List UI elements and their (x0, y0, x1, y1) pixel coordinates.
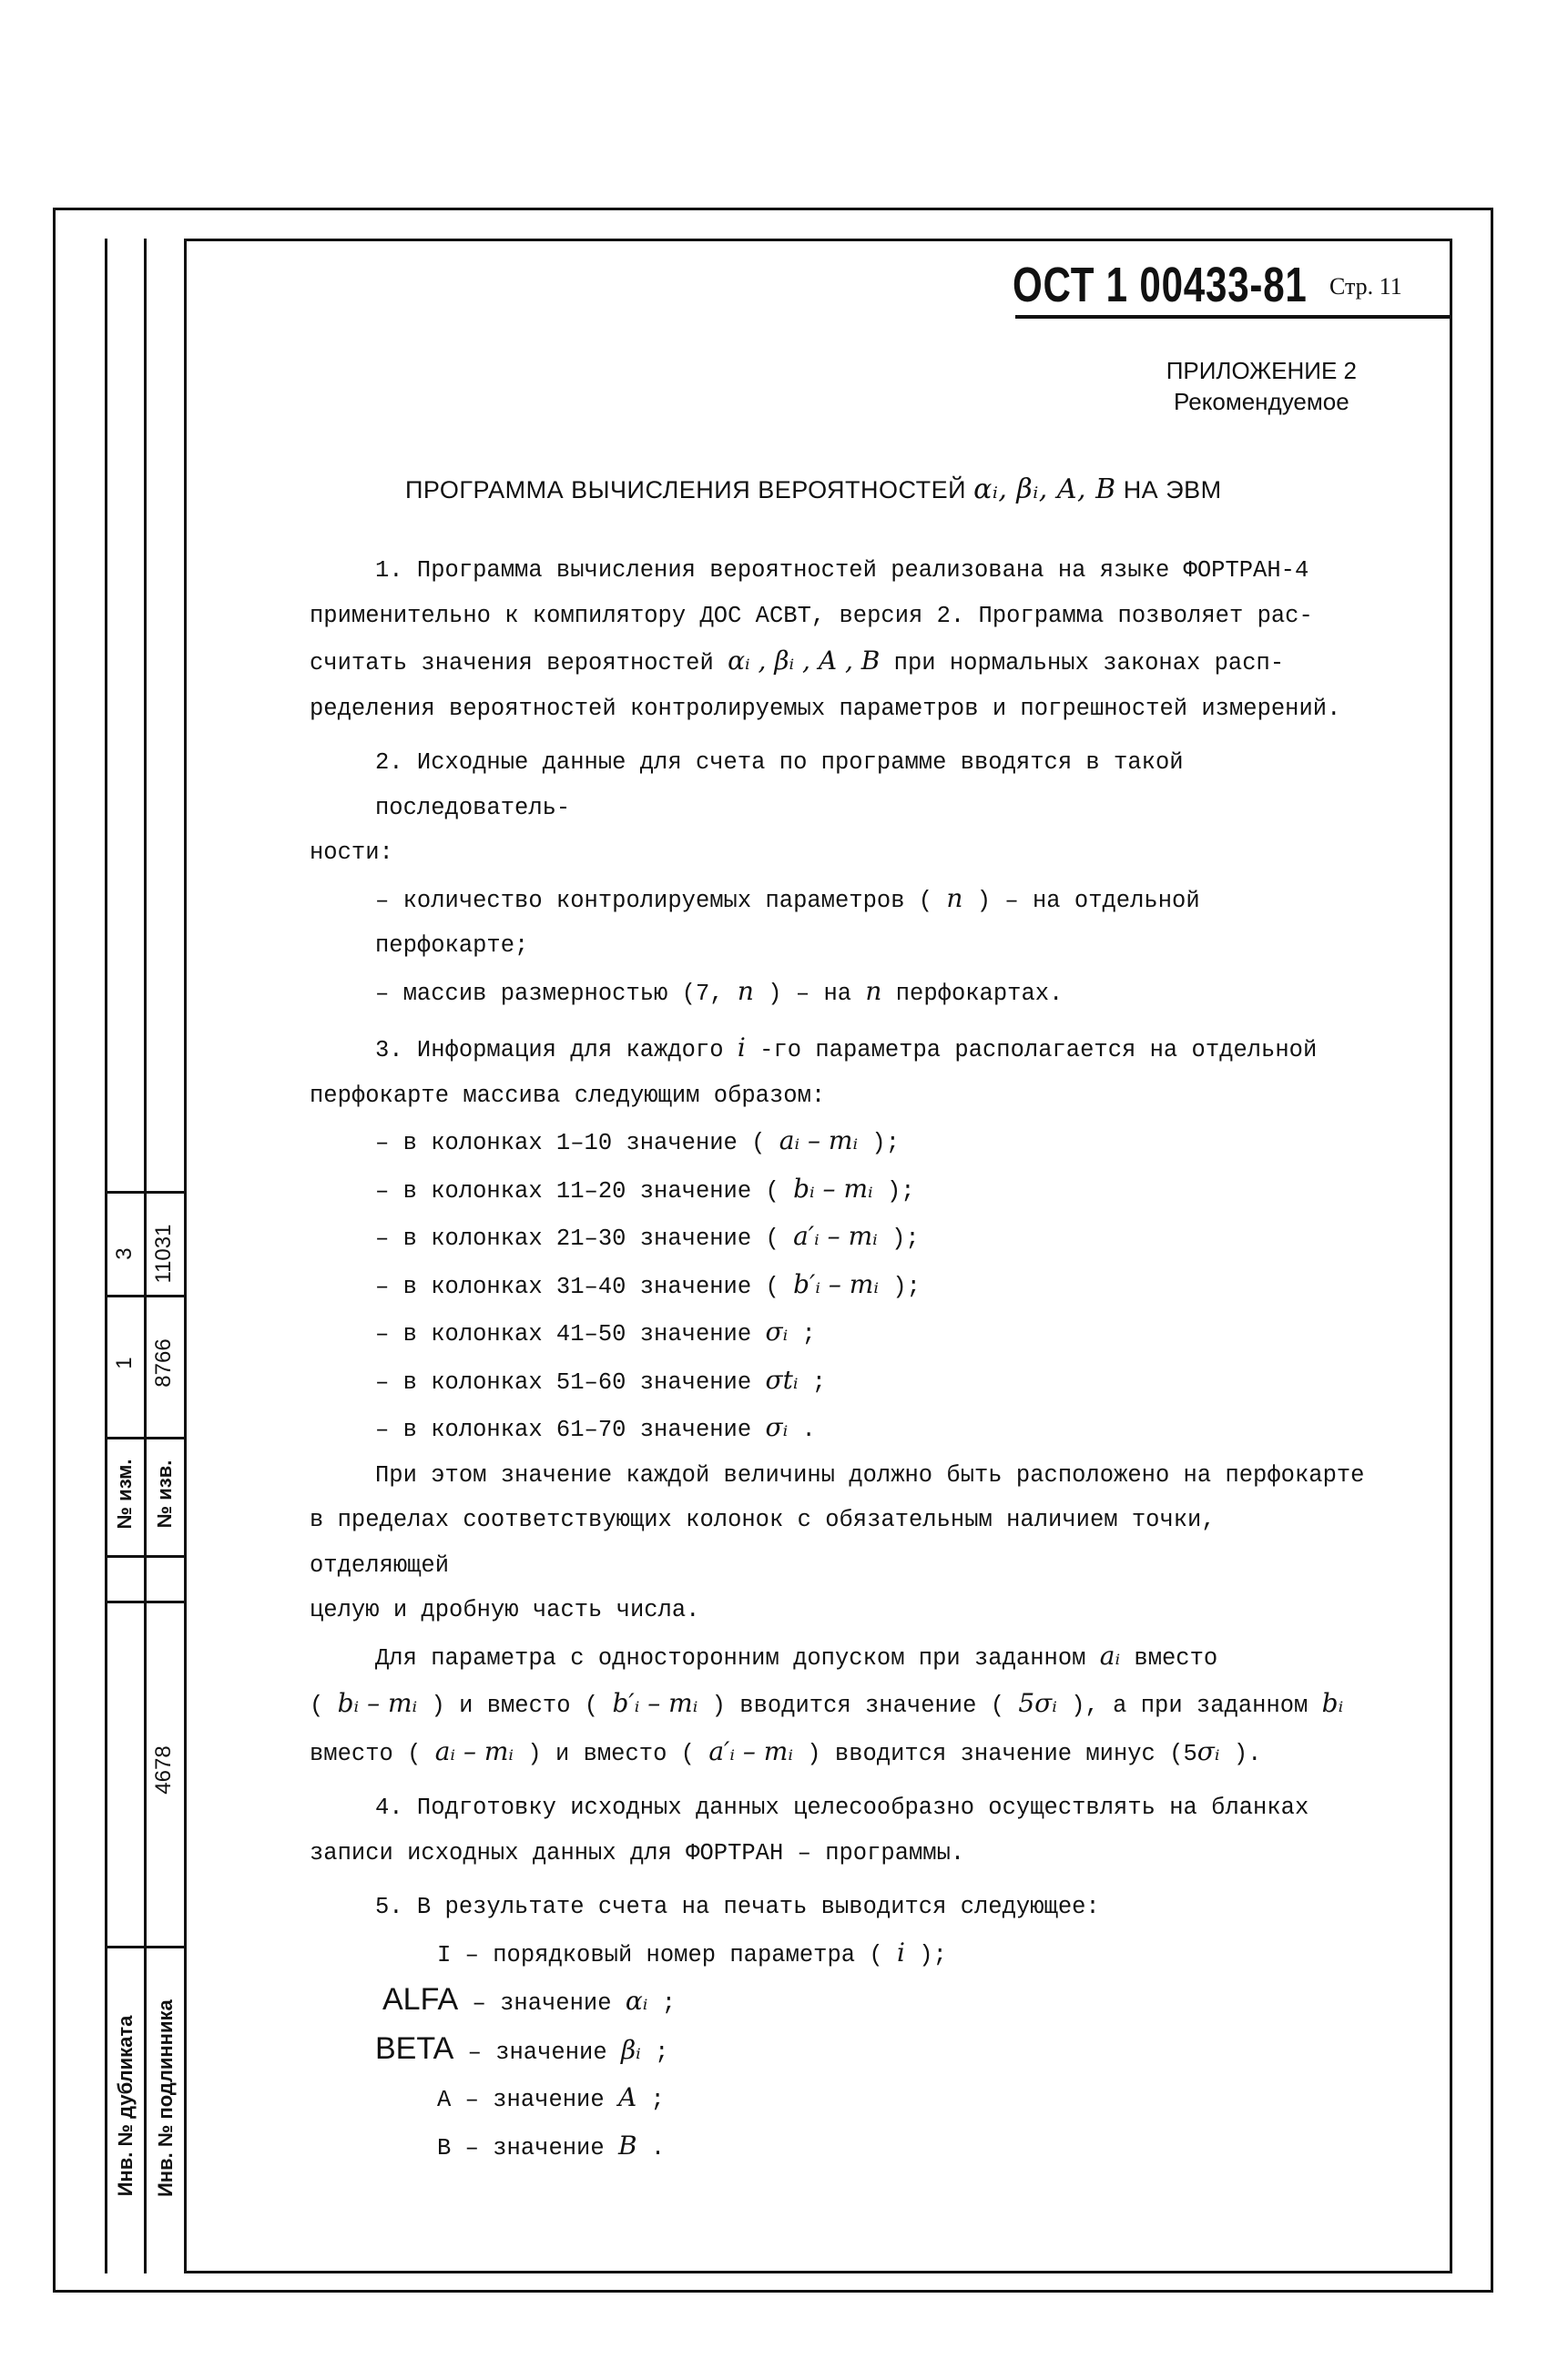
strip-line (105, 239, 107, 2273)
appendix-block (1166, 355, 1357, 417)
label-izv: № изв. (153, 1460, 176, 1529)
p2-item: – количество контролируемых параметров ( n ) – на отдельной перфокарте; (375, 882, 1200, 959)
izv-2: 11031 (151, 1224, 176, 1284)
p1-line: применительно к компилятору ДОС АСВТ, версия 2. Программа позволяет рас- (310, 602, 1313, 629)
column-item: – в колонках 1–10 значение ( aᵢ – mᵢ ); (375, 1125, 901, 1156)
column-item: – в колонках 51–60 значение σtᵢ ; (375, 1364, 827, 1396)
prob-symbols: αᵢ , βᵢ , A , B (728, 646, 881, 676)
title-text: ПРОГРАММА ВЫЧИСЛЕНИЯ ВЕРОЯТНОСТЕЙ (405, 476, 967, 503)
output-item: B – значение B . (437, 2130, 666, 2161)
document-title (405, 473, 1222, 505)
p3-line: вместо ( aᵢ – mᵢ ) и вместо ( a′ᵢ – mᵢ ) вводится значение минус (5σᵢ ). (310, 1735, 1262, 1767)
standard-number: ОСТ 1 00433-81 (1013, 258, 1308, 312)
dup-number: 4678 (151, 1745, 176, 1795)
p3-line: Для параметра с односторонним допуском при заданном aᵢ вместо (375, 1640, 1218, 1672)
appendix-title: ПРИЛОЖЕНИЕ 2 (1166, 357, 1357, 384)
strip-divider (105, 1601, 187, 1603)
izm-1: 1 (112, 1357, 137, 1369)
column-item: – в колонках 41–50 значение σᵢ ; (375, 1317, 816, 1348)
p1-line: ределения вероятностей контролируемых параметров и погрешностей измерений. (310, 695, 1341, 722)
output-item: I – порядковый номер параметра ( i ); (437, 1937, 947, 1968)
title-suffix: НА ЭВМ (1123, 476, 1222, 503)
strip-line (144, 239, 147, 2273)
p2-line: 2. Исходные данные для счета по программе вводятся в такой последователь- (375, 749, 1184, 821)
output-item: A – значение A ; (437, 2082, 665, 2113)
strip-divider (105, 1191, 187, 1194)
output-item: BETA – значение βᵢ ; (375, 2030, 669, 2066)
p1-line: считать значения вероятностей αᵢ , βᵢ , A , B при нормальных законах расп- (310, 646, 1285, 676)
strip-divider (105, 1437, 187, 1439)
title-symbols: αᵢ, βᵢ, A, B (973, 473, 1116, 505)
p5-line: 5. В результате счета на печать выводится следующее: (375, 1894, 1100, 1920)
column-item: – в колонках 21–30 значение ( a′ᵢ – mᵢ ); (375, 1221, 920, 1252)
izv-1: 8766 (151, 1338, 176, 1388)
p4-line: записи исходных данных для ФОРТРАН – программы. (310, 1839, 965, 1866)
p3-line: ( bᵢ – mᵢ ) и вместо ( b′ᵢ – mᵢ ) вводится значение ( 5σᵢ ), а при заданном bᵢ (310, 1688, 1344, 1719)
izm-2: 3 (112, 1247, 137, 1260)
p2-item: – массив размерностью (7, n ) – на n перфокартах. (375, 975, 1064, 1007)
strip-divider (105, 1946, 187, 1948)
label-original: Инв. № подлинника (154, 1999, 177, 2197)
p3-line: При этом значение каждой величины должно быть расположено на перфокарте (375, 1461, 1365, 1489)
p3-line: в пределах соответствующих колонок с обязательным наличием точки, отделяющей (310, 1507, 1216, 1579)
p2-line: ности: (310, 839, 393, 866)
page-number: Стр. 11 (1329, 273, 1402, 300)
label-duplicate: Инв. № дубликата (114, 2015, 137, 2197)
p3-line: целую и дробную часть числа. (310, 1597, 700, 1623)
appendix-type: Рекомендуемое (1174, 388, 1349, 415)
p4-line: 4. Подготовку исходных данных целесообразно осуществлять на бланках (375, 1795, 1309, 1821)
p3-line: перфокарте массива следующим образом: (310, 1082, 826, 1109)
header-rule (1015, 315, 1452, 319)
column-item: – в колонках 11–20 значение ( bᵢ – mᵢ ); (375, 1173, 915, 1205)
column-item: – в колонках 61–70 значение σᵢ . (375, 1412, 816, 1443)
label-izm: № изм. (113, 1459, 136, 1530)
strip-divider (105, 1555, 187, 1558)
output-item: ALFA – значение αᵢ ; (382, 1982, 676, 2017)
document-body (310, 548, 1366, 2171)
column-item: – в колонках 31–40 значение ( b′ᵢ – mᵢ ); (375, 1268, 921, 1300)
p1-line: 1. Программа вычисления вероятностей реализована на языке ФОРТРАН-4 (375, 557, 1309, 584)
strip-divider (105, 1295, 187, 1297)
p3-line: 3. Информация для каждого i -го параметра располагается на отдельной (375, 1032, 1318, 1063)
